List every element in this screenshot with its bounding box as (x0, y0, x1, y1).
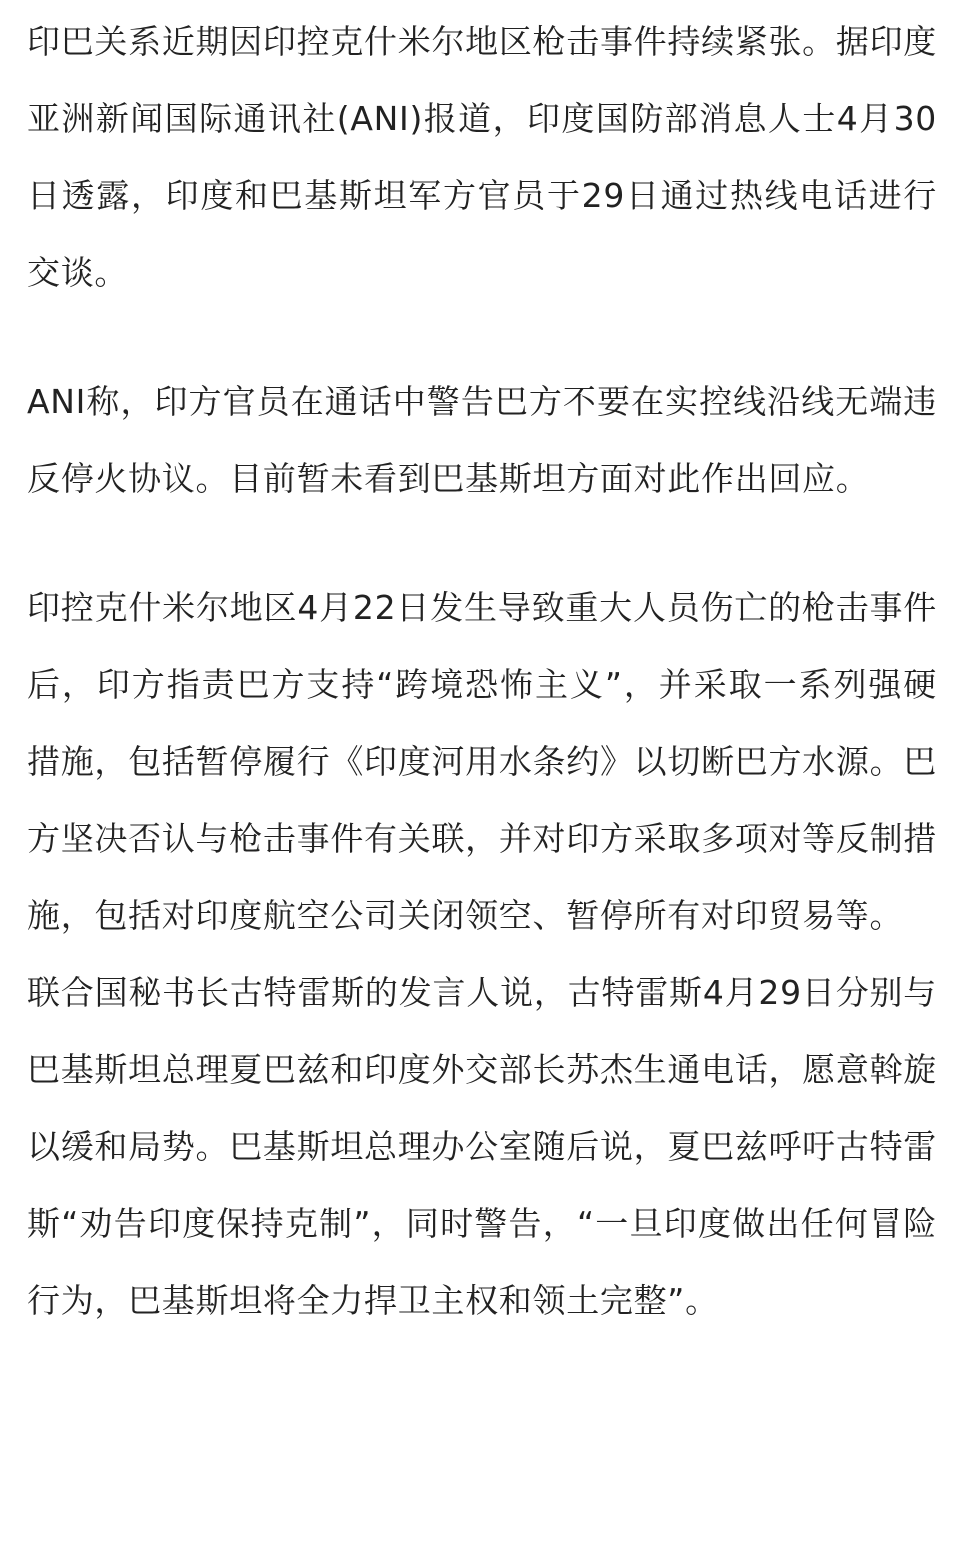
article-body (27, 0, 937, 1339)
article-paragraph-4: 联合国秘书长古特雷斯的发言人说，古特雷斯4月29日分别与巴基斯坦总理夏巴兹和印度外交部长苏杰生通电话，愿意斡旋以缓和局势。巴基斯坦总理办公室随后说，夏巴兹呼吁古特雷斯“劝告印度保持克制”，同时警告，“一旦印度做出任何冒险行为，巴基斯坦将全力捍卫主权和领土完整”。 (27, 973, 937, 1320)
article-paragraph-3: 印控克什米尔地区4月22日发生导致重大人员伤亡的枪击事件后，印方指责巴方支持“跨境恐怖主义”，并采取一系列强硬措施，包括暂停履行《印度河用水条约》以切断巴方水源。巴方坚决否认与枪击事件有关联，并对印方采取多项对等反制措施，包括对印度航空公司关闭领空、暂停所有对印贸易等。 (27, 588, 937, 935)
article-paragraph-2: ANI称，印方官员在通话中警告巴方不要在实控线沿线无端违反停火协议。目前暂未看到巴基斯坦方面对此作出回应。 (27, 382, 937, 498)
article-paragraph-1: 印巴关系近期因印控克什米尔地区枪击事件持续紧张。据印度亚洲新闻国际通讯社(ANI)报道，印度国防部消息人士4月30日透露，印度和巴基斯坦军方官员于29日通过热线电话进行交谈。 (27, 22, 937, 292)
